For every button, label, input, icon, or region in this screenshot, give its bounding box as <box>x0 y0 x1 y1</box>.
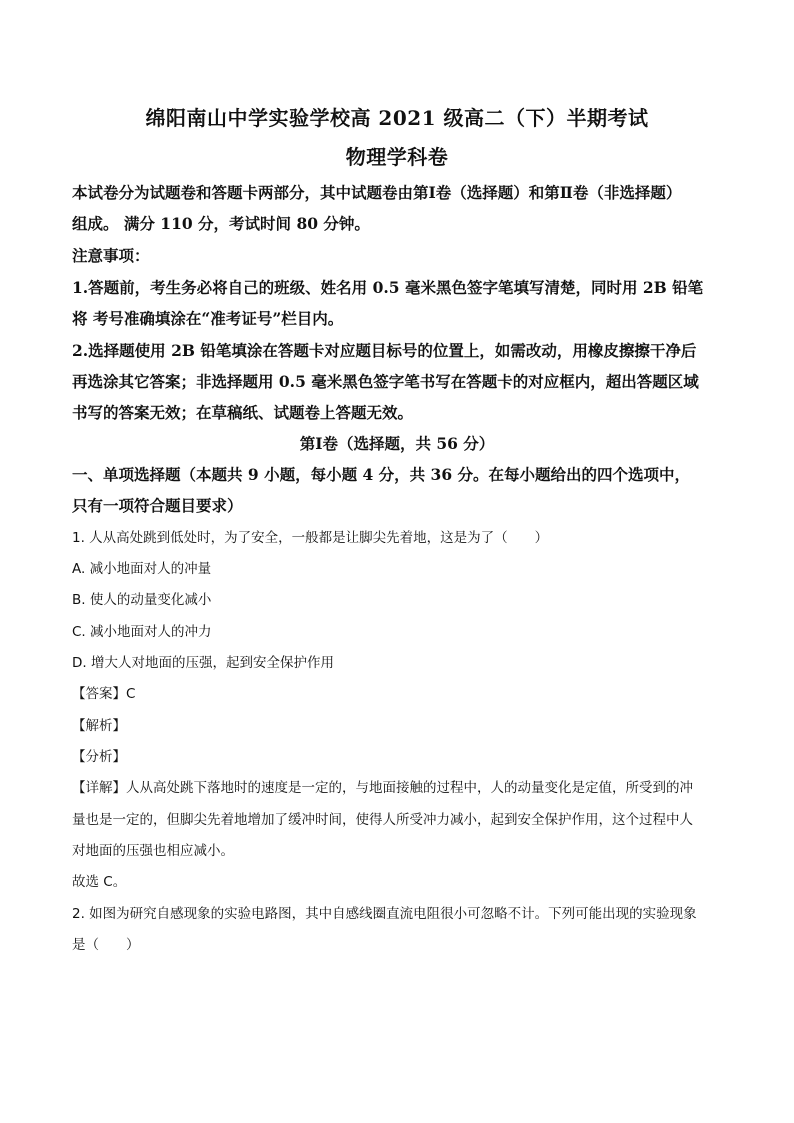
notes-item-1-line-2: 将 考号准确填涂在“准考证号”栏目内。 <box>72 309 344 328</box>
question-1-answer: 【答案】C <box>72 686 136 702</box>
question-1-detail-line-3: 对地面的压强也相应减小。 <box>72 843 234 859</box>
intro-line-1: 本试卷分为试题卷和答题卡两部分，其中试题卷由第Ⅰ卷（选择题）和第Ⅱ卷（非选择题） <box>72 183 682 202</box>
notes-item-2-line-1: 2.选择题使用 2B 铅笔填涂在答题卡对应题目标号的位置上，如需改动，用橡皮擦擦干净后 <box>72 341 697 360</box>
question-1-fenxi-label: 【分析】 <box>72 749 126 765</box>
intro-line-2: 组成。 满分 110 分，考试时间 80 分钟。 <box>72 214 370 233</box>
notes-item-1-line-1: 1.答题前，考生务必将自己的班级、姓名用 0.5 毫米黑色签字笔填写清楚，同时用 2B 铅笔 <box>72 278 704 297</box>
exam-subtitle: 物理学科卷 <box>345 145 449 169</box>
notes-heading: 注意事项： <box>72 246 150 265</box>
section-heading-line-2: 只有一项符合题目要求） <box>72 496 243 515</box>
question-1-conclusion: 故选 C。 <box>72 874 127 890</box>
notes-item-2-line-3: 书写的答案无效；在草稿纸、试题卷上答题无效。 <box>72 403 414 422</box>
question-1-stem: 1. 人从高处跳到低处时，为了安全，一般都是让脚尖先着地，这是为了（ ） <box>72 530 549 546</box>
question-1-detail-line-2: 量也是一定的，但脚尖先着地增加了缓冲时间，使得人所受冲力减小，起到安全保护作用，这个过程中人 <box>72 812 693 828</box>
section-heading-line-1: 一、单项选择题（本题共 9 小题，每小题 4 分，共 36 分。在每小题给出的四个选项中， <box>72 465 691 484</box>
question-2-stem-line-2: 是（ ） <box>72 937 140 953</box>
exam-title: 绵阳南山中学实验学校高 2021 级高二（下）半期考试 <box>145 106 649 130</box>
question-1-option-b: B. 使人的动量变化减小 <box>72 592 212 608</box>
part-title: 第Ⅰ卷（选择题，共 56 分） <box>299 434 495 453</box>
question-1-analysis-label: 【解析】 <box>72 718 126 734</box>
question-1-option-c: C. 减小地面对人的冲力 <box>72 624 212 640</box>
notes-item-2-line-2: 再选涂其它答案；非选择题用 0.5 毫米黑色签字笔书写在答题卡的对应框内，超出答题区域 <box>72 372 699 391</box>
question-1-option-a: A. 减小地面对人的冲量 <box>72 561 212 577</box>
question-2-stem-line-1: 2. 如图为研究自感现象的实验电路图，其中自感线圈直流电阻很小可忽略不计。下列可能出现的实验现象 <box>72 906 697 922</box>
question-1-option-d: D. 增大人对地面的压强，起到安全保护作用 <box>72 655 334 671</box>
question-1-detail-line-1: 【详解】人从高处跳下落地时的速度是一定的，与地面接触的过程中，人的动量变化是定值，所受到的冲 <box>72 780 693 796</box>
